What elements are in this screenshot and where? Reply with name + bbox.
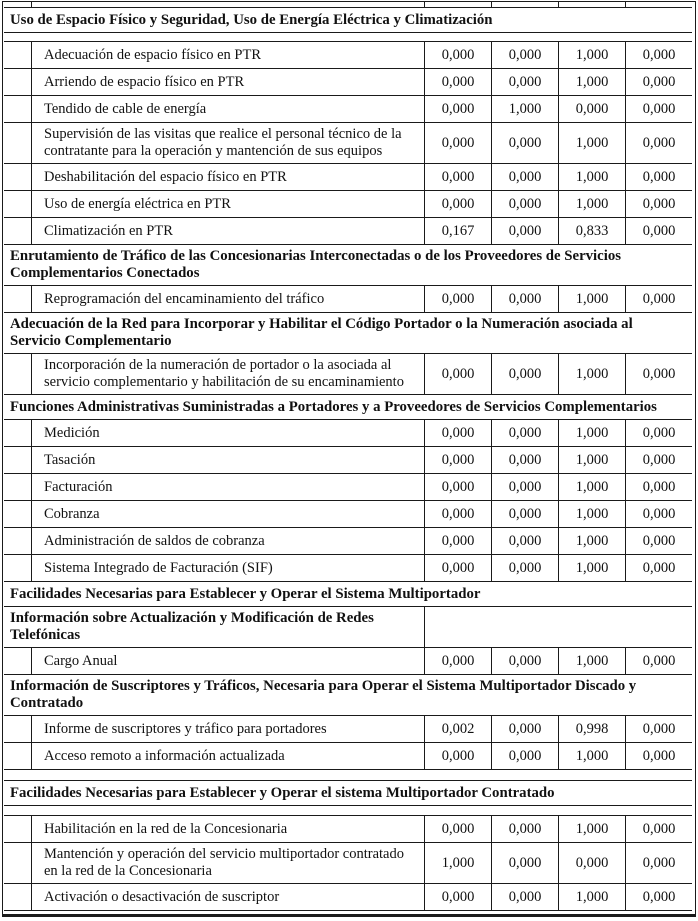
row-indent-gutter bbox=[4, 420, 31, 446]
section-header-label: Uso de Espacio Físico y Seguridad, Uso de Energía Eléctrica y Climatización bbox=[10, 11, 493, 28]
value-cell: 1,000 bbox=[491, 96, 558, 122]
table-row bbox=[4, 191, 692, 218]
value-cell: 0,000 bbox=[625, 447, 692, 473]
row-indent-gutter bbox=[4, 218, 31, 244]
value-cell: 0,000 bbox=[491, 164, 558, 190]
table-row bbox=[4, 123, 692, 164]
table-row bbox=[4, 555, 692, 582]
spacer-row bbox=[4, 33, 692, 42]
service-label: Activación o desactivación de suscriptor bbox=[31, 884, 424, 910]
section-row bbox=[4, 395, 692, 420]
table-row bbox=[4, 96, 692, 123]
value-cell: 0,000 bbox=[491, 191, 558, 217]
row-indent-gutter bbox=[4, 816, 31, 842]
section-row bbox=[4, 8, 692, 33]
service-label: Uso de energía eléctrica en PTR bbox=[31, 191, 424, 217]
value-cell: 0,000 bbox=[424, 816, 491, 842]
section-header-label: Funciones Administrativas Suministradas a Portadores y a Proveedores de Servicios Complementarios bbox=[10, 398, 657, 415]
continuation-cell bbox=[491, 2, 558, 7]
spacer-cell bbox=[4, 806, 692, 815]
value-cell: 0,000 bbox=[625, 96, 692, 122]
value-cell: 0,000 bbox=[558, 843, 625, 883]
row-indent-gutter bbox=[4, 69, 31, 95]
value-cell: 1,000 bbox=[558, 191, 625, 217]
row-indent-gutter bbox=[4, 191, 31, 217]
tariff-table-frame bbox=[2, 1, 696, 917]
value-cell: 0,000 bbox=[625, 884, 692, 910]
value-cell: 1,000 bbox=[558, 420, 625, 446]
value-cell: 0,000 bbox=[625, 648, 692, 674]
table-row bbox=[4, 743, 692, 770]
value-cell: 0,000 bbox=[491, 286, 558, 312]
value-cell: 0,000 bbox=[491, 420, 558, 446]
value-cell: 0,000 bbox=[558, 96, 625, 122]
value-cell: 0,000 bbox=[491, 42, 558, 68]
row-indent-gutter bbox=[4, 648, 31, 674]
service-label: Medición bbox=[31, 420, 424, 446]
value-cell: 0,167 bbox=[424, 218, 491, 244]
service-label: Informe de suscriptores y tráfico para portadores bbox=[31, 716, 424, 742]
value-cell: 0,000 bbox=[625, 218, 692, 244]
table-row bbox=[4, 69, 692, 96]
row-indent-gutter bbox=[4, 164, 31, 190]
section-row bbox=[4, 313, 692, 354]
value-cell: 0,000 bbox=[491, 816, 558, 842]
section-header-label: Facilidades Necesarias para Establecer y Operar el Sistema Multiportador bbox=[10, 585, 481, 602]
row-indent-gutter bbox=[4, 42, 31, 68]
value-cell: 1,000 bbox=[558, 447, 625, 473]
subsection-header-label: Información sobre Actualización y Modificación de Redes Telefónicas bbox=[10, 610, 374, 643]
table-row bbox=[4, 528, 692, 555]
value-cell: 0,000 bbox=[424, 286, 491, 312]
service-label: Habilitación en la red de la Concesionaria bbox=[31, 816, 424, 842]
value-cell: 1,000 bbox=[558, 354, 625, 394]
value-cell: 0,000 bbox=[424, 42, 491, 68]
value-cell: 0,000 bbox=[625, 354, 692, 394]
row-indent-gutter bbox=[4, 96, 31, 122]
value-cell: 1,000 bbox=[424, 843, 491, 883]
value-cell: 1,000 bbox=[558, 648, 625, 674]
row-indent-gutter bbox=[4, 884, 31, 910]
value-cell: 0,000 bbox=[491, 69, 558, 95]
table-row bbox=[4, 648, 692, 675]
row-indent-gutter bbox=[4, 528, 31, 554]
value-cell: 0,000 bbox=[625, 501, 692, 527]
continuation-cell bbox=[31, 2, 424, 7]
spacer-row bbox=[4, 770, 692, 781]
value-cell: 0,000 bbox=[424, 96, 491, 122]
service-label: Adecuación de espacio físico en PTR bbox=[31, 42, 424, 68]
table-row bbox=[4, 816, 692, 843]
table-row bbox=[4, 286, 692, 313]
value-cell: 0,000 bbox=[625, 420, 692, 446]
value-cell: 0,000 bbox=[491, 648, 558, 674]
service-label: Supervisión de las visitas que realice el personal técnico de la contratante para la operación y mantención de sus equipos bbox=[31, 123, 424, 163]
spacer-cell bbox=[4, 770, 692, 780]
continuation-cell bbox=[558, 2, 625, 7]
value-cell: 1,000 bbox=[558, 123, 625, 163]
value-cell: 0,000 bbox=[491, 447, 558, 473]
value-cell: 0,000 bbox=[424, 69, 491, 95]
value-cell: 0,000 bbox=[625, 528, 692, 554]
row-indent-gutter bbox=[4, 474, 31, 500]
value-cell: 1,000 bbox=[558, 42, 625, 68]
value-cell: 1,000 bbox=[558, 286, 625, 312]
value-cell: 0,000 bbox=[491, 743, 558, 769]
row-indent-gutter bbox=[4, 501, 31, 527]
value-cell: 0,000 bbox=[625, 42, 692, 68]
value-cell: 0,000 bbox=[424, 743, 491, 769]
value-cell: 0,000 bbox=[625, 816, 692, 842]
value-cell: 0,000 bbox=[625, 843, 692, 883]
value-cell: 0,000 bbox=[424, 164, 491, 190]
value-cell: 1,000 bbox=[558, 816, 625, 842]
value-cell: 0,000 bbox=[424, 884, 491, 910]
value-cell: 0,000 bbox=[625, 191, 692, 217]
service-label: Deshabilitación del espacio físico en PTR bbox=[31, 164, 424, 190]
value-cell: 1,000 bbox=[558, 164, 625, 190]
value-cell: 0,000 bbox=[625, 164, 692, 190]
value-cell: 0,000 bbox=[491, 843, 558, 883]
table-row bbox=[4, 218, 692, 245]
table-row bbox=[4, 474, 692, 501]
spacer-cell bbox=[4, 33, 692, 41]
value-cell: 0,000 bbox=[491, 354, 558, 394]
service-label: Cobranza bbox=[31, 501, 424, 527]
value-cell: 0,000 bbox=[491, 218, 558, 244]
value-cell: 0,833 bbox=[558, 218, 625, 244]
row-indent-gutter bbox=[4, 555, 31, 581]
section-row bbox=[4, 245, 692, 286]
value-cell: 1,000 bbox=[558, 884, 625, 910]
subheader-row bbox=[4, 607, 692, 648]
spacer-row bbox=[4, 806, 692, 816]
section-header-label: Información de Suscriptores y Tráficos, Necesaria para Operar el Sistema Multiportador Discado y Contratado bbox=[10, 678, 637, 711]
value-cell: 0,000 bbox=[491, 884, 558, 910]
value-cell: 0,000 bbox=[625, 286, 692, 312]
service-label: Climatización en PTR bbox=[31, 218, 424, 244]
table-row bbox=[4, 843, 692, 884]
value-cell: 0,000 bbox=[625, 743, 692, 769]
value-cell: 1,000 bbox=[558, 69, 625, 95]
empty-values-cell bbox=[424, 607, 692, 647]
service-label: Administración de saldos de cobranza bbox=[31, 528, 424, 554]
value-cell: 0,000 bbox=[491, 528, 558, 554]
value-cell: 0,000 bbox=[424, 501, 491, 527]
value-cell: 0,000 bbox=[625, 716, 692, 742]
value-cell: 0,000 bbox=[491, 123, 558, 163]
service-label: Acceso remoto a información actualizada bbox=[31, 743, 424, 769]
section-row bbox=[4, 675, 692, 716]
value-cell: 0,000 bbox=[625, 123, 692, 163]
service-label: Cargo Anual bbox=[31, 648, 424, 674]
value-cell: 1,000 bbox=[558, 474, 625, 500]
value-cell: 0,000 bbox=[424, 354, 491, 394]
row-indent-gutter bbox=[4, 123, 31, 163]
service-label: Tasación bbox=[31, 447, 424, 473]
table-row bbox=[4, 42, 692, 69]
row-indent-gutter bbox=[4, 843, 31, 883]
value-cell: 0,002 bbox=[424, 716, 491, 742]
value-cell: 0,000 bbox=[491, 716, 558, 742]
value-cell: 0,000 bbox=[491, 501, 558, 527]
service-label: Reprogramación del encaminamiento del tráfico bbox=[31, 286, 424, 312]
value-cell: 0,000 bbox=[424, 555, 491, 581]
value-cell: 0,000 bbox=[424, 447, 491, 473]
value-cell: 0,000 bbox=[424, 123, 491, 163]
service-label: Tendido de cable de energía bbox=[31, 96, 424, 122]
value-cell: 0,000 bbox=[491, 474, 558, 500]
row-indent-gutter bbox=[4, 286, 31, 312]
value-cell: 0,000 bbox=[424, 528, 491, 554]
table-row bbox=[4, 716, 692, 743]
continuation-cell bbox=[424, 2, 491, 7]
continuation-cell bbox=[4, 2, 31, 7]
row-indent-gutter bbox=[4, 743, 31, 769]
service-label: Incorporación de la numeración de portador o la asociada al servicio complementario y habilitación de su encaminamiento bbox=[31, 354, 424, 394]
value-cell: 0,000 bbox=[424, 648, 491, 674]
section-header-label: Adecuación de la Red para Incorporar y Habilitar el Código Portador o la Numeración asociada al Servicio Complementario bbox=[10, 316, 633, 349]
value-cell: 0,000 bbox=[424, 474, 491, 500]
value-cell: 0,000 bbox=[625, 69, 692, 95]
section-header-label: Facilidades Necesarias para Establecer y Operar el sistema Multiportador Contratado bbox=[10, 784, 555, 801]
row-indent-gutter bbox=[4, 716, 31, 742]
section-row bbox=[4, 781, 692, 806]
value-cell: 1,000 bbox=[558, 743, 625, 769]
service-label: Facturación bbox=[31, 474, 424, 500]
section-row bbox=[4, 582, 692, 607]
row-indent-gutter bbox=[4, 354, 31, 394]
section-header-label: Enrutamiento de Tráfico de las Concesionarias Interconectadas o de los Proveedores de Servicios Complementarios Conectados bbox=[10, 248, 622, 281]
value-cell: 0,000 bbox=[424, 420, 491, 446]
row-indent-gutter bbox=[4, 447, 31, 473]
service-label: Mantención y operación del servicio multiportador contratado en la red de la Concesionaria bbox=[31, 843, 424, 883]
continuation-cell bbox=[625, 2, 692, 7]
service-label: Arriendo de espacio físico en PTR bbox=[31, 69, 424, 95]
value-cell: 0,000 bbox=[424, 191, 491, 217]
value-cell: 1,000 bbox=[558, 528, 625, 554]
table-row bbox=[4, 164, 692, 191]
value-cell: 0,000 bbox=[491, 555, 558, 581]
value-cell: 0,000 bbox=[625, 474, 692, 500]
service-label: Sistema Integrado de Facturación (SIF) bbox=[31, 555, 424, 581]
table-row bbox=[4, 354, 692, 395]
table-row bbox=[4, 501, 692, 528]
tariff-table bbox=[4, 2, 692, 911]
value-cell: 0,000 bbox=[625, 555, 692, 581]
value-cell: 0,998 bbox=[558, 716, 625, 742]
value-cell: 1,000 bbox=[558, 555, 625, 581]
table-row bbox=[4, 447, 692, 474]
value-cell: 1,000 bbox=[558, 501, 625, 527]
table-row bbox=[4, 884, 692, 911]
table-row bbox=[4, 420, 692, 447]
